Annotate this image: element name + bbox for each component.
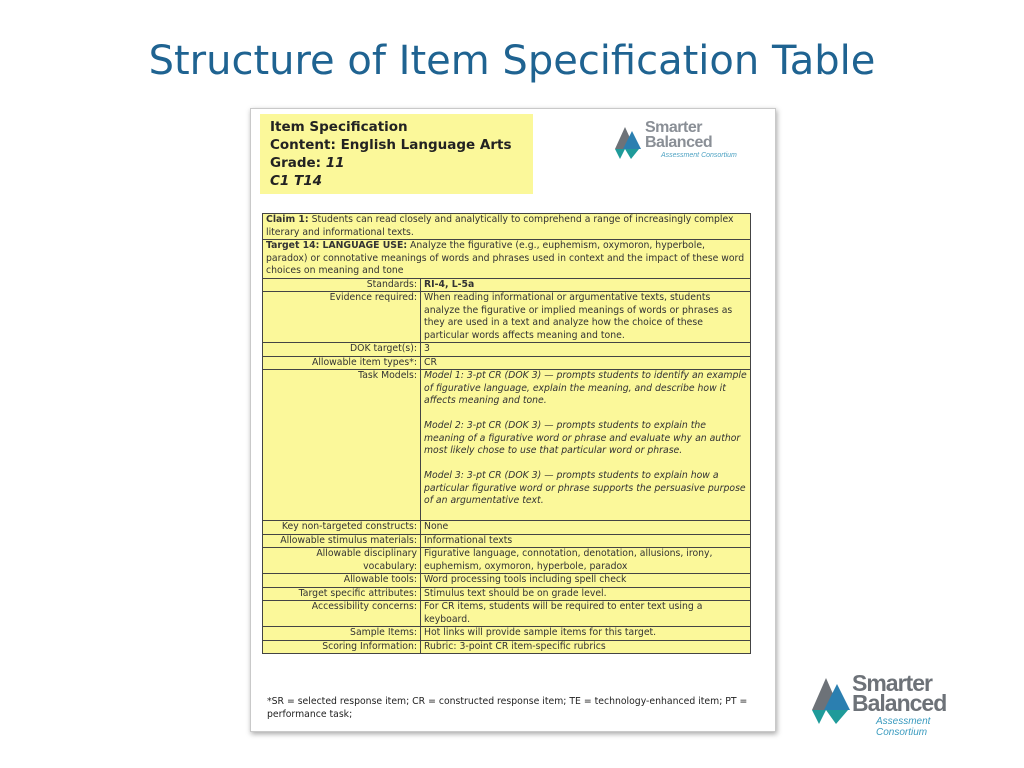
slide-title: Structure of Item Specification Table	[148, 38, 876, 84]
header-content	[270, 136, 533, 154]
table-row	[263, 627, 751, 641]
row-label: Evidence required:	[263, 292, 421, 343]
row-label: Key non-targeted constructs:	[263, 521, 421, 535]
row-value: For CR items, students will be required to enter text using a keyboard.	[421, 601, 751, 627]
table-row	[263, 587, 751, 601]
spec-document	[250, 108, 776, 732]
table-row	[263, 370, 751, 521]
row-label: Standards:	[263, 278, 421, 292]
table-row	[263, 574, 751, 588]
logo-tagline: Assessment Consortium	[876, 716, 931, 738]
row-value: RI-4, L-5a	[421, 278, 751, 292]
table-row	[263, 534, 751, 548]
table-row	[263, 343, 751, 357]
corner-logo	[810, 670, 980, 738]
grade-value: 11	[325, 155, 345, 171]
logo-tagline: Assessment Consortium	[661, 152, 737, 159]
triangle-mountains-icon	[611, 119, 645, 159]
triangle-mountains-icon	[810, 670, 854, 728]
table-row	[263, 601, 751, 627]
row-label: Accessibility concerns:	[263, 601, 421, 627]
doc-logo	[611, 119, 751, 163]
claim-label: Claim 1:	[266, 214, 309, 225]
task-model-1: Model 1: 3-pt CR (DOK 3) — prompts students to identify an example of figurative language, explain the meaning, and describe how it affects meaning and tone.	[424, 370, 747, 406]
spec-table	[262, 213, 751, 654]
row-value: Informational texts	[421, 534, 751, 548]
row-label: Scoring Information:	[263, 640, 421, 654]
row-value: Figurative language, connotation, denotation, allusions, irony, euphemism, oxymoron, hyperbole, paradox	[421, 548, 751, 574]
target-label: Target 14: LANGUAGE USE:	[266, 240, 408, 251]
row-value: 3	[421, 343, 751, 357]
logo-word2: Balanced	[852, 690, 947, 716]
claim-cell	[263, 214, 751, 240]
row-label: Target specific attributes:	[263, 587, 421, 601]
row-label: Allowable stimulus materials:	[263, 534, 421, 548]
logo-word2: Balanced	[645, 134, 713, 151]
task-models-cell	[421, 370, 751, 521]
row-value: Word processing tools including spell check	[421, 574, 751, 588]
row-value: None	[421, 521, 751, 535]
row-label: Sample Items:	[263, 627, 421, 641]
row-label: DOK target(s):	[263, 343, 421, 357]
row-label: Allowable disciplinary vocabulary:	[263, 548, 421, 574]
row-label: Allowable tools:	[263, 574, 421, 588]
row-label: Allowable item types*:	[263, 356, 421, 370]
table-row	[263, 278, 751, 292]
task-model-3: Model 3: 3-pt CR (DOK 3) — prompts students to explain how a particular figurative word or phrase supports the persuasive purpose of an argumentative text.	[424, 470, 746, 506]
spec-header	[260, 114, 533, 194]
table-row	[263, 356, 751, 370]
table-row	[263, 240, 751, 279]
row-label: Task Models:	[263, 370, 421, 521]
content-value: English Language Arts	[340, 137, 512, 153]
row-value: CR	[421, 356, 751, 370]
header-code: C1 T14	[270, 173, 322, 189]
table-row	[263, 640, 751, 654]
header-line1: Item Specification	[270, 119, 408, 135]
content-label: Content:	[270, 137, 336, 153]
table-row	[263, 292, 751, 343]
footnote: *SR = selected response item; CR = constructed response item; TE = technology-enhanced item; PT = performance task;	[267, 696, 748, 720]
target-text: Analyze the figurative (e.g., euphemism, oxymoron, hyperbole, paradox) or connotative meanings of words and phrases used in context and the impact of these word choices on meaning and tone	[266, 240, 745, 276]
row-value: When reading informational or argumentative texts, students analyze the figurative or implied meanings of words or phrases as they are used in a text and analyze how the choice of these particular words affects meaning and tone.	[421, 292, 751, 343]
target-cell	[263, 240, 751, 279]
row-value: Stimulus text should be on grade level.	[421, 587, 751, 601]
logo-word1: Smarter	[645, 119, 702, 136]
table-row	[263, 521, 751, 535]
row-value: Rubric: 3-point CR item-specific rubrics	[421, 640, 751, 654]
logo-word1: Smarter	[852, 670, 932, 696]
header-grade	[270, 154, 533, 172]
claim-text: Students can read closely and analytically to comprehend a range of increasingly complex literary and informational texts.	[266, 214, 734, 238]
table-row	[263, 214, 751, 240]
grade-label: Grade:	[270, 155, 322, 171]
table-row	[263, 548, 751, 574]
task-model-2: Model 2: 3-pt CR (DOK 3) — prompts students to explain the meaning of a figurative word or phrase and evaluate why an author most likely chose to use that particular word or phrase.	[424, 420, 741, 456]
row-value: Hot links will provide sample items for this target.	[421, 627, 751, 641]
